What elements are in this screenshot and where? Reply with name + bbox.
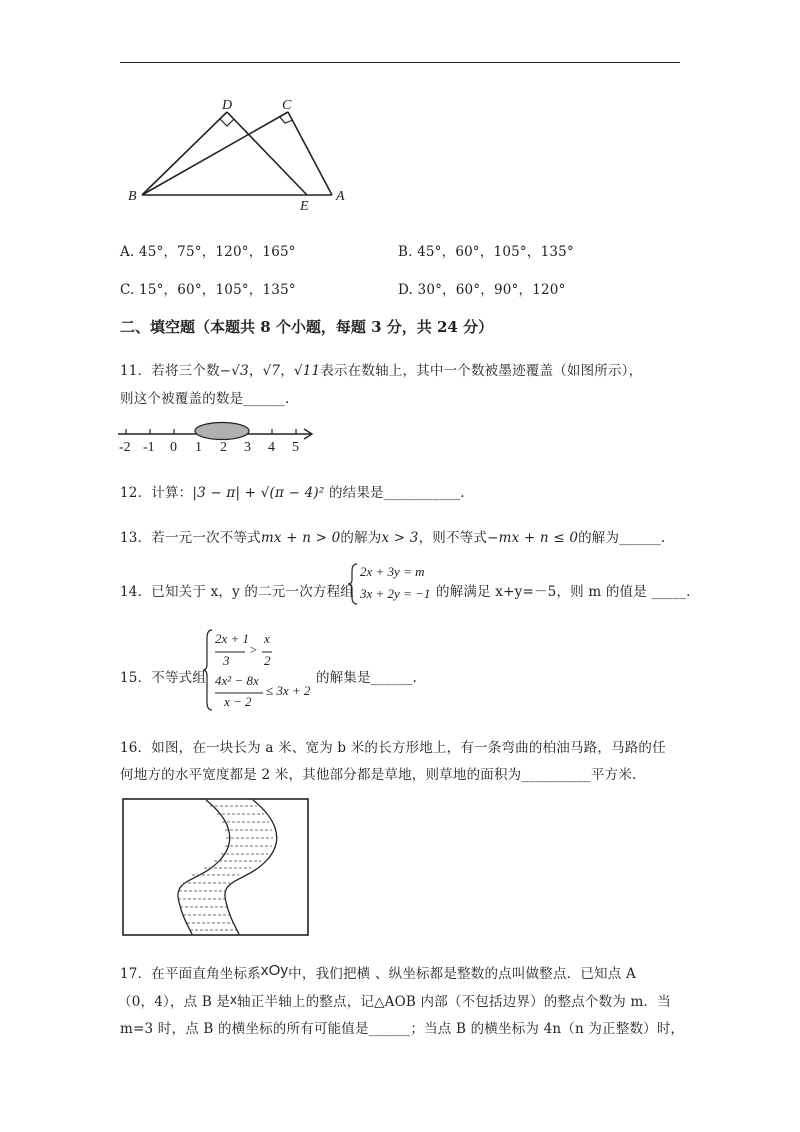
q17-x: x [230,992,238,1007]
q11-num3: √11 [293,363,321,379]
q13-sol: x > 3 [381,530,419,546]
q16-line2: 何地方的水平宽度都是 2 米，其他部分都是草地，则草地的面积为__________平方米. [120,767,637,783]
q12-suffix: 的结果是___________. [328,485,465,501]
q15-ineq1-den: 3 [223,653,230,668]
q14-eq1: 2x + 3y = m [360,564,425,579]
q15-ineq1-rhs-num: x [264,631,270,646]
tick-label: 0 [170,440,177,455]
q15-ineq1-num: 2x + 1 [215,631,250,646]
q13-ineq1: mx + n > 0 [260,530,341,546]
q14-prefix: 14．已知关于 x，y 的二元一次方程组 [120,584,355,600]
q13-mid: 的解为 [340,530,382,546]
option-a: A. 45°，75°，120°，165° [120,244,296,260]
q16-line1: 16．如图，在一块长为 a 米、宽为 b 米的长方形地上，有一条弯曲的柏油马路，马路的任 [120,740,666,756]
q12-prefix: 12．计算： [120,485,193,501]
q17-line2-b: 轴正半轴上的整点，记△AOB 内部（不包括边界）的整点个数为 m．当 [237,994,671,1010]
q15-ineq2-den: x − 2 [224,694,252,709]
point-A: A [336,189,345,204]
q17-xoy: xOy [260,962,289,979]
q14-eq2: 3x + 2y = −1 [360,586,431,601]
tick-label: 5 [292,440,299,455]
tick-label: 4 [268,440,275,455]
q13-ineq2: −mx + n ≤ 0 [487,530,579,546]
tick-label: 3 [244,440,251,455]
q13-line [120,526,665,546]
q17-line1-a: 17．在平面直角坐标系 [120,966,261,982]
q13-prefix: 13．若一元一次不等式 [120,530,261,546]
q15-suffix: 的解集是______. [316,670,417,686]
q12-expr: |3 − π| + √(π − 4)² [192,485,325,501]
q17-line2-a: （0，4），点 B 是 [118,994,231,1010]
q11-line2: 则这个被覆盖的数是______. [120,391,290,407]
q11-line1: 11．若将三个数−√3，√7，√11表示在数轴上，其中一个数被墨迹覆盖（如图所示）， [120,363,643,379]
q11-prefix: 11．若将三个数 [120,363,220,379]
tick-label: 1 [195,440,202,455]
q15-gt: > [249,642,258,657]
point-D: D [222,98,233,113]
q11-num1: −√3 [219,363,249,379]
option-c: C. 15°，60°，105°，135° [120,282,296,298]
ink-blot [195,423,249,440]
number-line [115,418,320,458]
q11-suffix: 表示在数轴上，其中一个数被墨迹覆盖（如图所示）， [320,363,643,379]
q13-mid2: ，则不等式 [418,530,488,546]
q13-suffix: 的解为______. [578,530,666,546]
option-d: D. 30°，60°，90°，120° [398,282,566,298]
q15-ineq2-rhs: ≤ 3x + 2 [266,683,311,698]
tick-label: -2 [119,440,131,455]
section-heading: 二、填空题（本题共 8 个小题，每题 3 分，共 24 分） [120,318,494,336]
road-figure [122,798,310,938]
q11-num2: √7 [262,363,281,379]
q17-line1-b: 中，我们把横 、纵坐标都是整数的点叫做整点．已知点 A [288,966,636,982]
q12-line [120,481,465,501]
tick-label: -1 [143,440,155,455]
tick-label: 2 [220,440,227,455]
q17-line1 [120,962,636,982]
point-B: B [128,189,137,204]
option-b: B. 45°，60°，105°，135° [398,244,574,260]
q15-ineq2-num: 4x² − 8x [215,673,259,688]
q15-prefix: 15．不等式组 [120,670,207,686]
q17-line2 [118,990,671,1010]
q14-suffix: 的解满足 x+y=－5，则 m 的值是 _____. [436,584,691,600]
point-C: C [282,98,292,113]
q14-brace [347,563,359,605]
q17-line3: m=3 时，点 B 的横坐标的所有可能值是______；当点 B 的横坐标为 4n（n 为正整数）时， [120,1021,685,1037]
q15-ineq1-rhs-den: 2 [264,653,271,668]
triangle-figure [120,90,360,215]
top-rule [120,62,680,63]
point-E: E [300,199,309,214]
